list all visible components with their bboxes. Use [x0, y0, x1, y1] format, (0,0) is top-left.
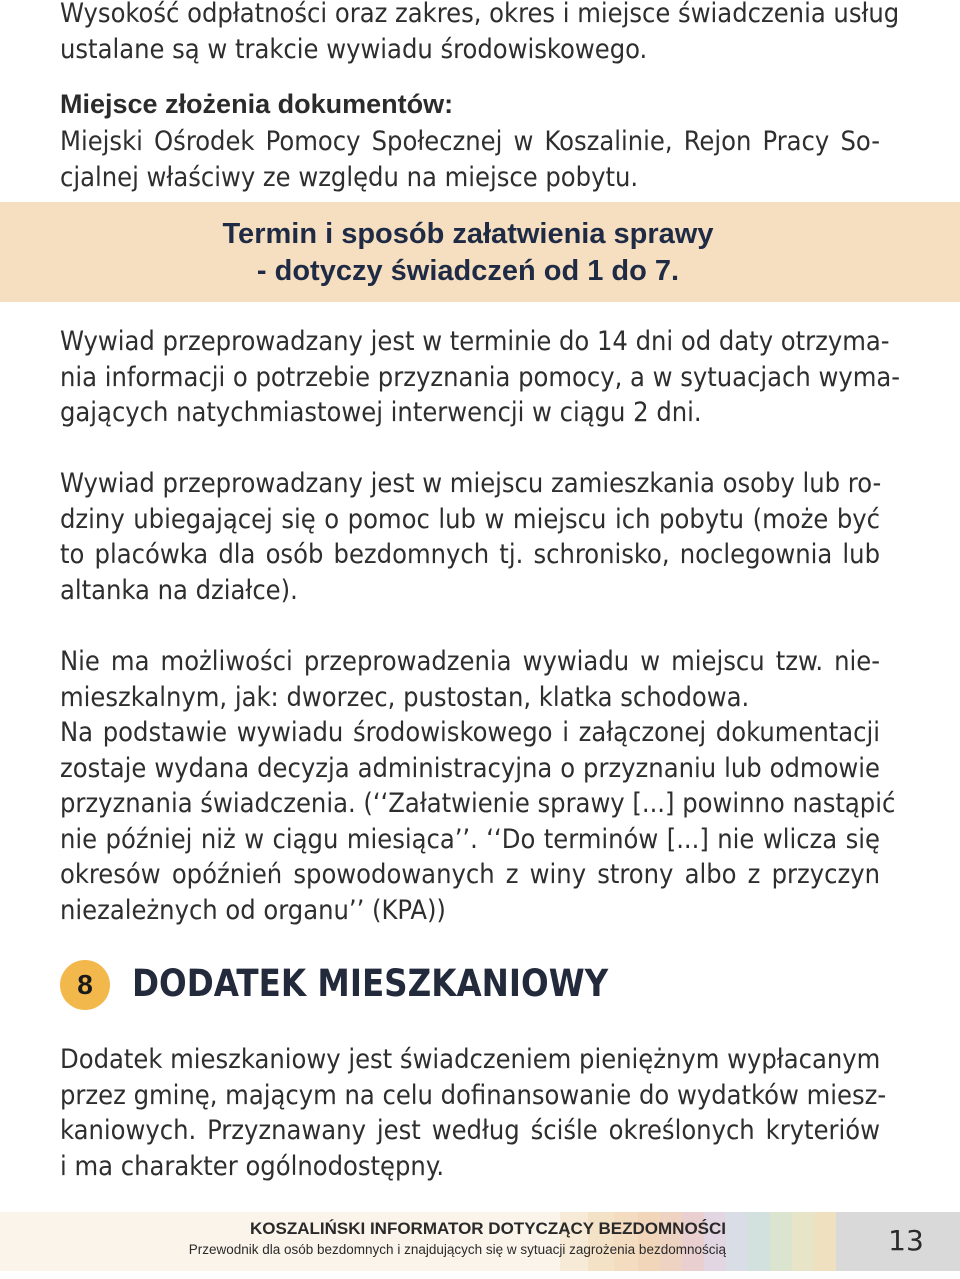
text-line: przyznania świadczenia. (‘‘Załatwienie sprawy [...] powinno nastąpić — [60, 788, 896, 819]
text-line: Miejski Ośrodek Pomocy Społecznej w Koszalinie, Rejon Pracy So- — [60, 126, 880, 157]
housing-allowance-paragraph — [60, 1042, 887, 1184]
text-line: nie później niż w ciągu miesiąca’’. ‘‘Do terminów [...] nie wlicza się — [60, 823, 880, 855]
footer-stripe — [726, 1212, 748, 1271]
text-line: cjalnej właściwy ze względu na miejsce pobytu. — [60, 161, 639, 193]
footer-stripe — [748, 1212, 770, 1271]
text-line: okresów opóźnień spowodowanych z winy strony albo z przyczyn — [60, 859, 880, 890]
footer-title: KOSZALIŃSKI INFORMATOR DOTYCZĄCY BEZDOMNOŚCI — [250, 1219, 726, 1238]
deadline-banner — [0, 202, 960, 302]
text-line: zostaje wydana decyzja administracyjna o przyznaniu lub odmowie — [60, 752, 880, 784]
documents-place-heading: Miejsce złożenia dokumentów: — [60, 89, 454, 119]
section-title: DODATEK MIESZKANIOWY — [132, 962, 609, 1005]
interview-place-paragraph — [60, 466, 880, 608]
text-line: Wywiad przeprowadzany jest w terminie do 14 dni od daty otrzyma- — [60, 326, 890, 357]
banner-title-line2: - dotyczy świadczeń od 1 do 7. — [256, 255, 680, 287]
banner-title-line1: Termin i sposób załatwienia sprawy — [222, 218, 714, 250]
text-line: Nie ma możliwości przeprowadzenia wywiadu w miejscu tzw. nie- — [60, 646, 880, 677]
text-line: ustalane są w trakcie wywiadu środowiskowego. — [60, 33, 648, 65]
text-line: mieszkalnym, jak: dworzec, pustostan, klatka schodowa. — [60, 681, 750, 713]
intro-paragraph — [60, 0, 900, 67]
page-number: 13 — [888, 1224, 924, 1257]
documents-place-text — [60, 124, 880, 195]
text-line: kaniowych. Przyznawany jest według ściśle określonych kryteriów — [60, 1115, 880, 1146]
decision-paragraph — [60, 644, 896, 928]
footer-stripe — [770, 1212, 792, 1271]
text-line: i ma charakter ogólnodostępny. — [60, 1150, 445, 1182]
footer-stripe — [814, 1212, 836, 1271]
text-line: gających natychmiastowej interwencji w ciągu 2 dni. — [60, 397, 702, 428]
text-line: dziny ubiegającej się o pomoc lub w miejscu ich pobytu (może być — [60, 503, 880, 535]
interview-deadline-paragraph — [60, 324, 901, 431]
text-line: Na podstawie wywiadu środowiskowego i załączonej dokumentacji — [60, 717, 880, 748]
page-footer — [0, 1212, 960, 1279]
footer-stripe — [792, 1212, 814, 1271]
text-line: niezależnych od organu’’ (KPA)) — [60, 894, 446, 926]
section-number-badge: 8 — [60, 960, 110, 1010]
text-line: Dodatek mieszkaniowy jest świadczeniem pieniężnym wypłacanym — [60, 1044, 881, 1075]
footer-subtitle: Przewodnik dla osób bezdomnych i znajdujących się w sytuacji zagrożenia bezdomnością — [188, 1242, 726, 1257]
text-line: Wysokość odpłatności oraz zakres, okres i miejsce świadczenia usług — [60, 0, 900, 29]
text-line: altanka na działce). — [60, 574, 298, 606]
text-line: Wywiad przeprowadzany jest w miejscu zamieszkania osoby lub ro- — [60, 468, 882, 499]
text-line: przez gminę, mającym na celu dofinansowanie do wydatków miesz- — [60, 1079, 887, 1111]
text-line: nia informacji o potrzebie przyznania pomocy, a w sytuacjach wyma- — [60, 361, 901, 393]
text-line: to placówka dla osób bezdomnych tj. schronisko, noclegownia lub — [60, 539, 880, 570]
